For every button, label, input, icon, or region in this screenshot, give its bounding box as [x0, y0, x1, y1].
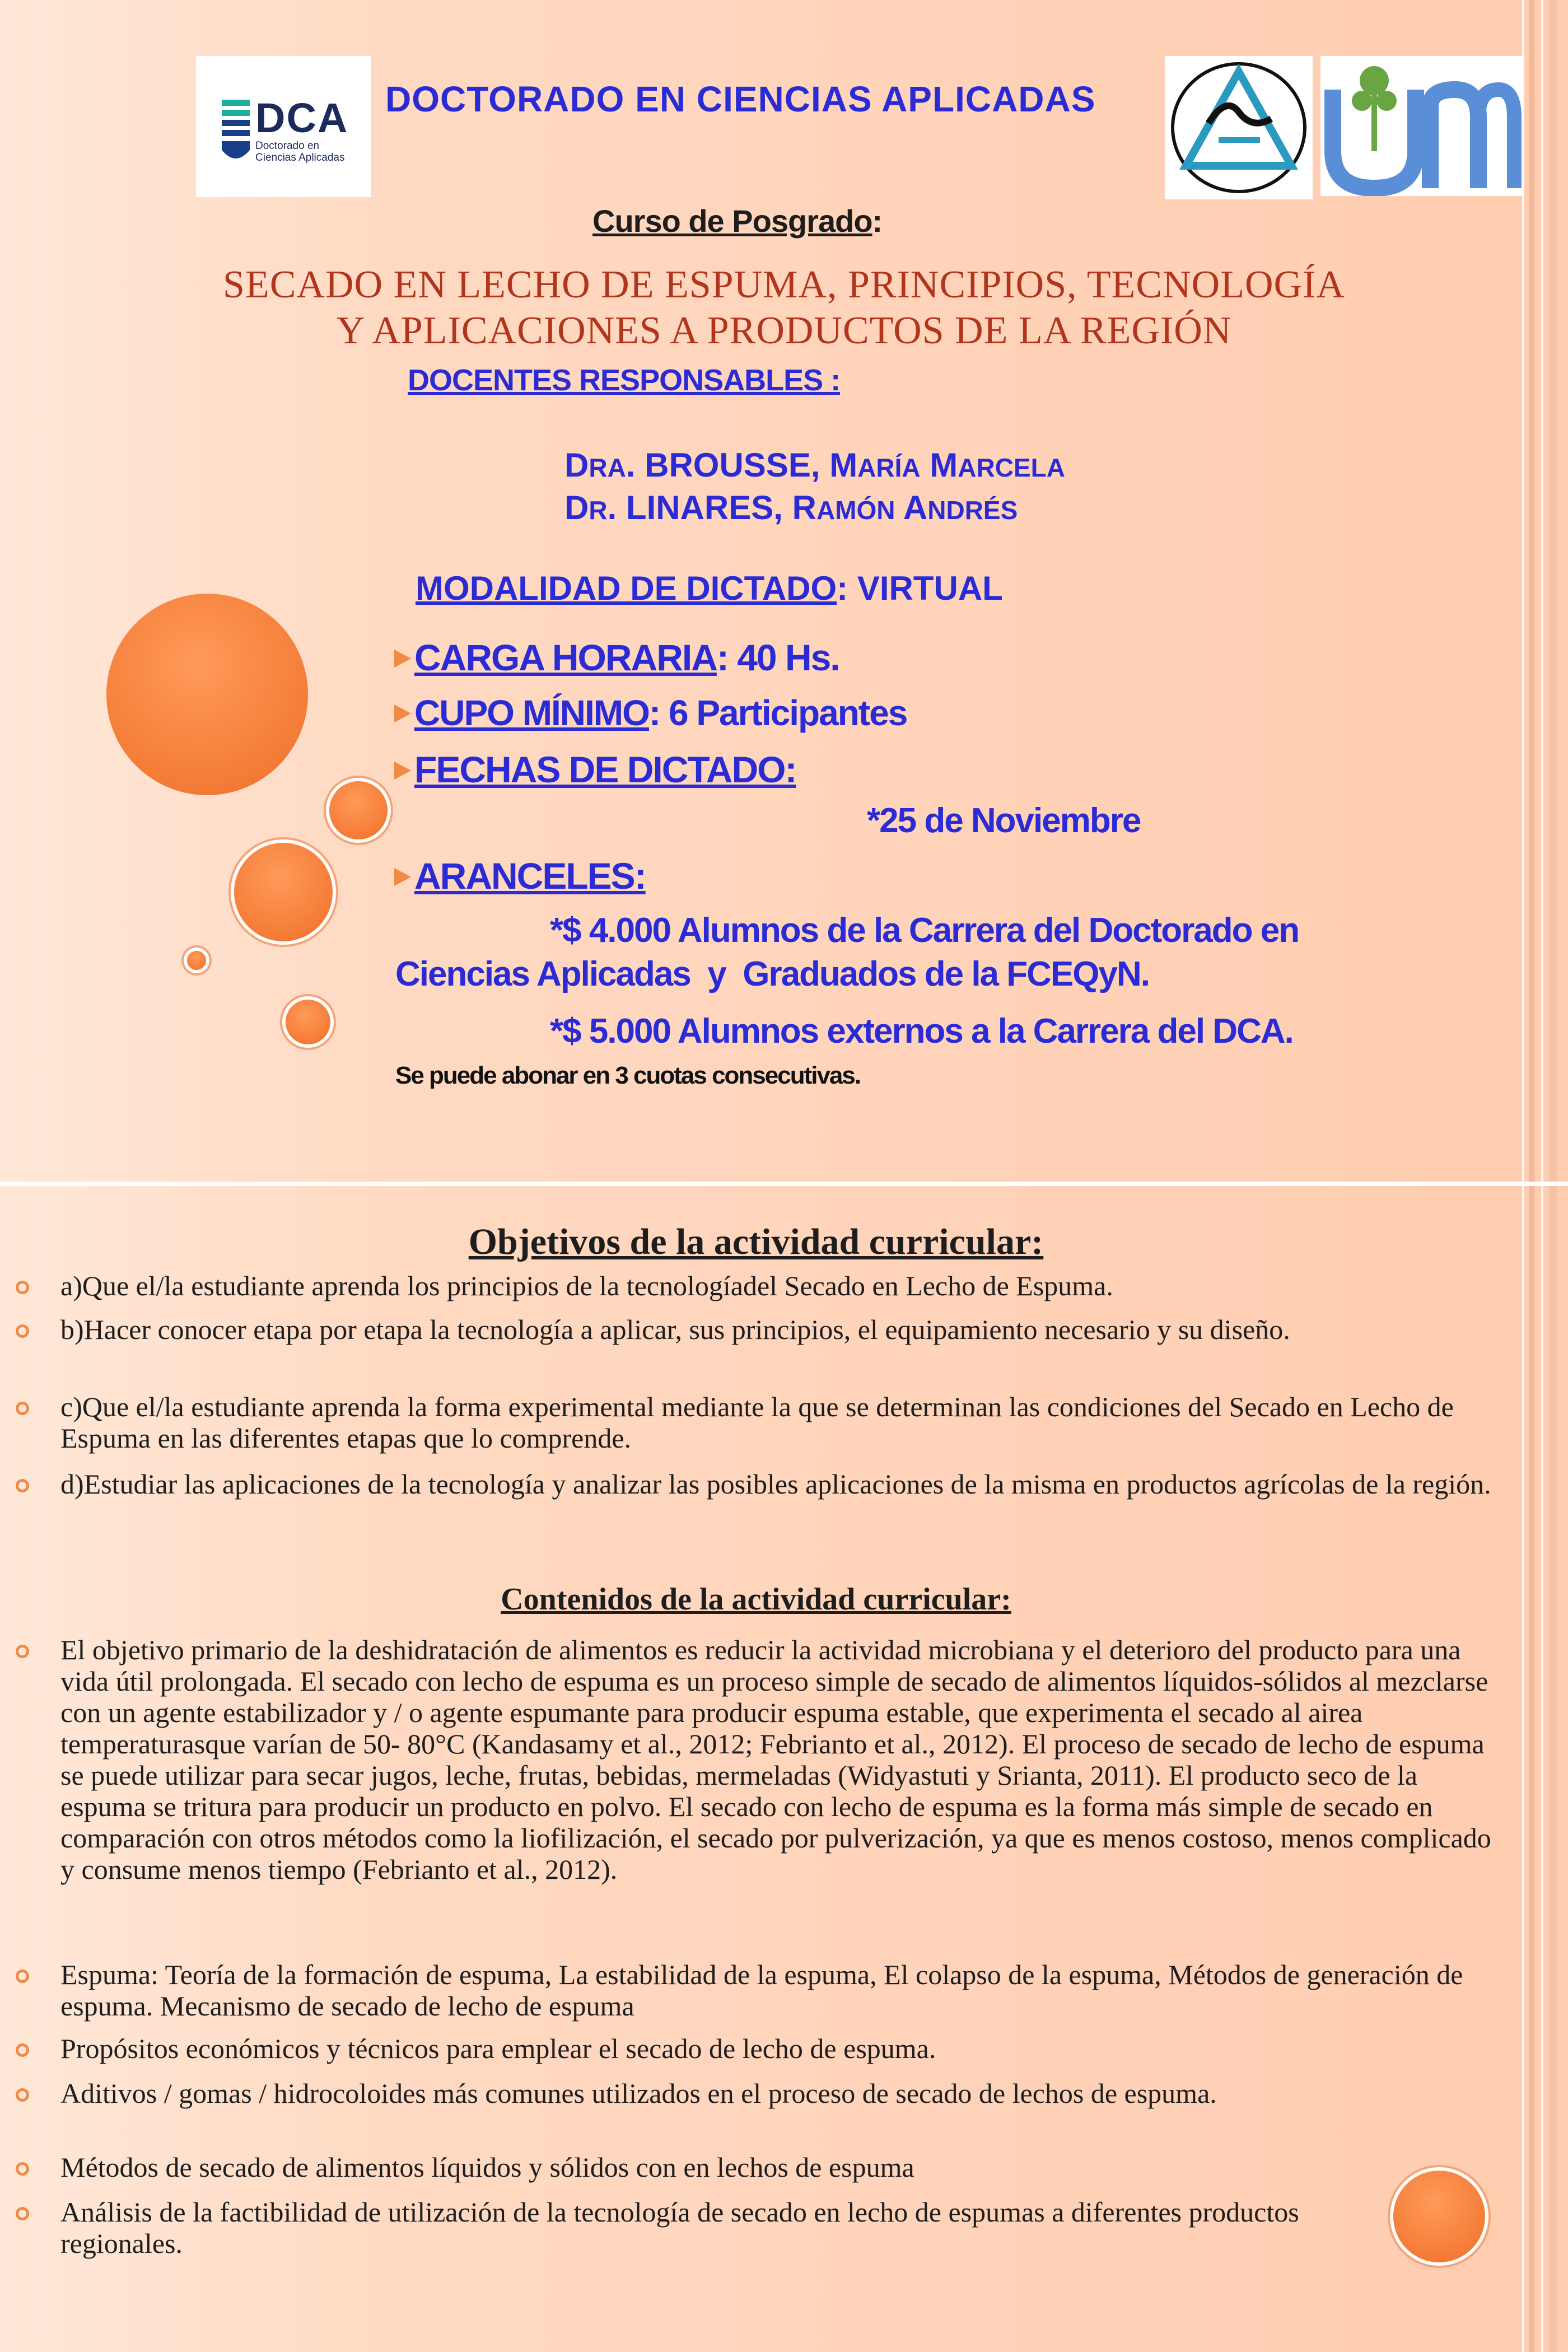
docente-brousse: DRA. BROUSSE, MARÍA MARCELA	[564, 446, 1065, 484]
bullet-icon	[16, 2043, 29, 2057]
aranceles-label: ARANCELES:	[394, 855, 646, 897]
cuotas-note: Se puede abonar en 3 cuotas consecutivas.	[395, 1062, 861, 1089]
dca-logo	[196, 56, 371, 197]
cupo-minimo: CUPO MÍNIMO: 6 Participantes	[394, 692, 907, 734]
bullet-icon	[16, 1970, 29, 1983]
fceqyn-logo-icon	[1165, 56, 1313, 199]
objetivo-item: d)Estudiar las aplicaciones de la tecnología y analizar las posibles aplicaciones de la misma en productos agrícolas de la región.	[60, 1468, 1491, 1500]
triangle-bullet-icon	[394, 762, 411, 780]
bullet-icon	[16, 2088, 29, 2102]
objetivos-title: Objetivos de la actividad curricular:	[468, 1221, 1044, 1262]
fceqyn-logo	[1165, 56, 1313, 199]
course-title	[0, 262, 1568, 354]
contenido-item: Espuma: Teoría de la formación de espuma, La estabilidad de la espuma, El colapso de la espuma, Métodos de generación de espuma. Mecanismo de secado de lecho de espuma	[60, 1959, 1463, 2022]
contenidos-title: Contenidos de la actividad curricular:	[501, 1582, 1011, 1617]
decorative-stripes	[1512, 1186, 1568, 2352]
bullet-icon	[16, 2207, 29, 2220]
unam-logo	[1320, 56, 1523, 196]
contenido-item: El objetivo primario de la deshidratación de alimentos es reducir la actividad microbiana y el deterioro del producto para una vida útil prolongada. El secado con lecho de espuma es un proceso simple de secado de alimentos líquidos-sólidos al mezclarse con un agente estabilizador y / o agente espumante para producir espuma estable, que experimenta el secado al airea temperaturasque varían de 50- 80°C (Kandasamy et al., 2012; Febrianto et al., 2012). El proceso de secado de lecho de espuma se puede utilizar para secar jugos, leche, frutas, bebidas, mermeladas (Widyastuti y Srianta, 2011). El producto seco de la espuma se tritura para producir un producto en polvo. El secado con lecho de espuma es la forma más simple de secado en comparación con otros métodos como la liofilización, el secado por pulverización, ya que es menos costoso, menos complicado y consume menos tiempo (Febrianto et al., 2012).	[60, 1634, 1491, 1885]
decorative-circle	[329, 781, 388, 839]
contenido-item: Análisis de la factibilidad de utilización de la tecnología de secado en lecho de espumas a diferentes productos regionales.	[60, 2196, 1299, 2259]
fechas-label: FECHAS DE DICTADO:	[394, 748, 796, 791]
contenido-item: Propósitos económicos y técnicos para emplear el secado de lecho de espuma.	[60, 2033, 936, 2064]
unam-logo-icon	[1320, 56, 1523, 196]
decorative-circle	[106, 594, 308, 795]
decorative-circle	[234, 843, 333, 941]
program-title: DOCTORADO EN CIENCIAS APLICADAS	[385, 79, 1096, 119]
docentes-label: DOCENTES RESPONSABLES :	[408, 363, 841, 397]
objetivo-item: b)Hacer conocer etapa por etapa la tecnología a aplicar, sus principios, el equipamiento necesario y su diseño.	[60, 1314, 1290, 1345]
bullet-icon	[16, 1402, 29, 1415]
course-label: Curso de Posgrado:	[592, 203, 883, 239]
contenido-item: Métodos de secado de alimentos líquidos y sólidos con en lechos de espuma	[60, 2152, 914, 2183]
decorative-circle	[187, 951, 206, 970]
bullet-icon	[16, 1645, 29, 1658]
bullet-icon	[16, 2162, 29, 2176]
docente-linares: DR. LINARES, RAMÓN ANDRÉS	[564, 489, 1018, 526]
flyer-bottom-slide	[0, 1186, 1568, 2352]
dca-logo-text: DCA	[255, 95, 349, 141]
bullet-icon	[16, 1479, 29, 1492]
dca-logo-subtext: Doctorado en Ciencias Aplicadas	[255, 140, 345, 164]
fecha-dictado: *25 de Noviembre	[867, 801, 1141, 840]
course-title-line: Y APLICACIONES A PRODUCTOS DE LA REGIÓN	[336, 309, 1232, 352]
carga-horaria: CARGA HORARIA: 40 Hs.	[394, 636, 839, 679]
triangle-bullet-icon	[394, 650, 411, 668]
bullet-icon	[16, 1281, 29, 1294]
triangle-bullet-icon	[394, 704, 411, 722]
triangle-bullet-icon	[394, 868, 411, 886]
course-title-line: SECADO EN LECHO DE ESPUMA, PRINCIPIOS, TECNOLOGÍA	[223, 263, 1345, 306]
modalidad: MODALIDAD DE DICTADO: VIRTUAL	[416, 570, 1003, 607]
contenido-item: Aditivos / gomas / hidrocoloides más comunes utilizados en el proceso de secado de lechos de espuma.	[60, 2078, 1217, 2109]
arancel-internos-cont: Ciencias Aplicadas y Graduados de la FCEQyN.	[395, 955, 1149, 993]
arancel-externos: *$ 5.000 Alumnos externos a la Carrera del DCA.	[550, 1012, 1293, 1051]
arancel-internos: *$ 4.000 Alumnos de la Carrera del Doctorado en	[550, 911, 1299, 950]
bullet-icon	[16, 1324, 29, 1338]
decorative-circle	[286, 1000, 330, 1044]
objetivo-item: c)Que el/la estudiante aprenda la forma experimental mediante la que se determinan las condiciones del Secado en Lecho de Espuma en las diferentes etapas que lo comprende.	[60, 1391, 1454, 1454]
objetivo-item: a)Que el/la estudiante aprenda los principios de la tecnologíadel Secado en Lecho de Espuma.	[60, 1270, 1113, 1301]
